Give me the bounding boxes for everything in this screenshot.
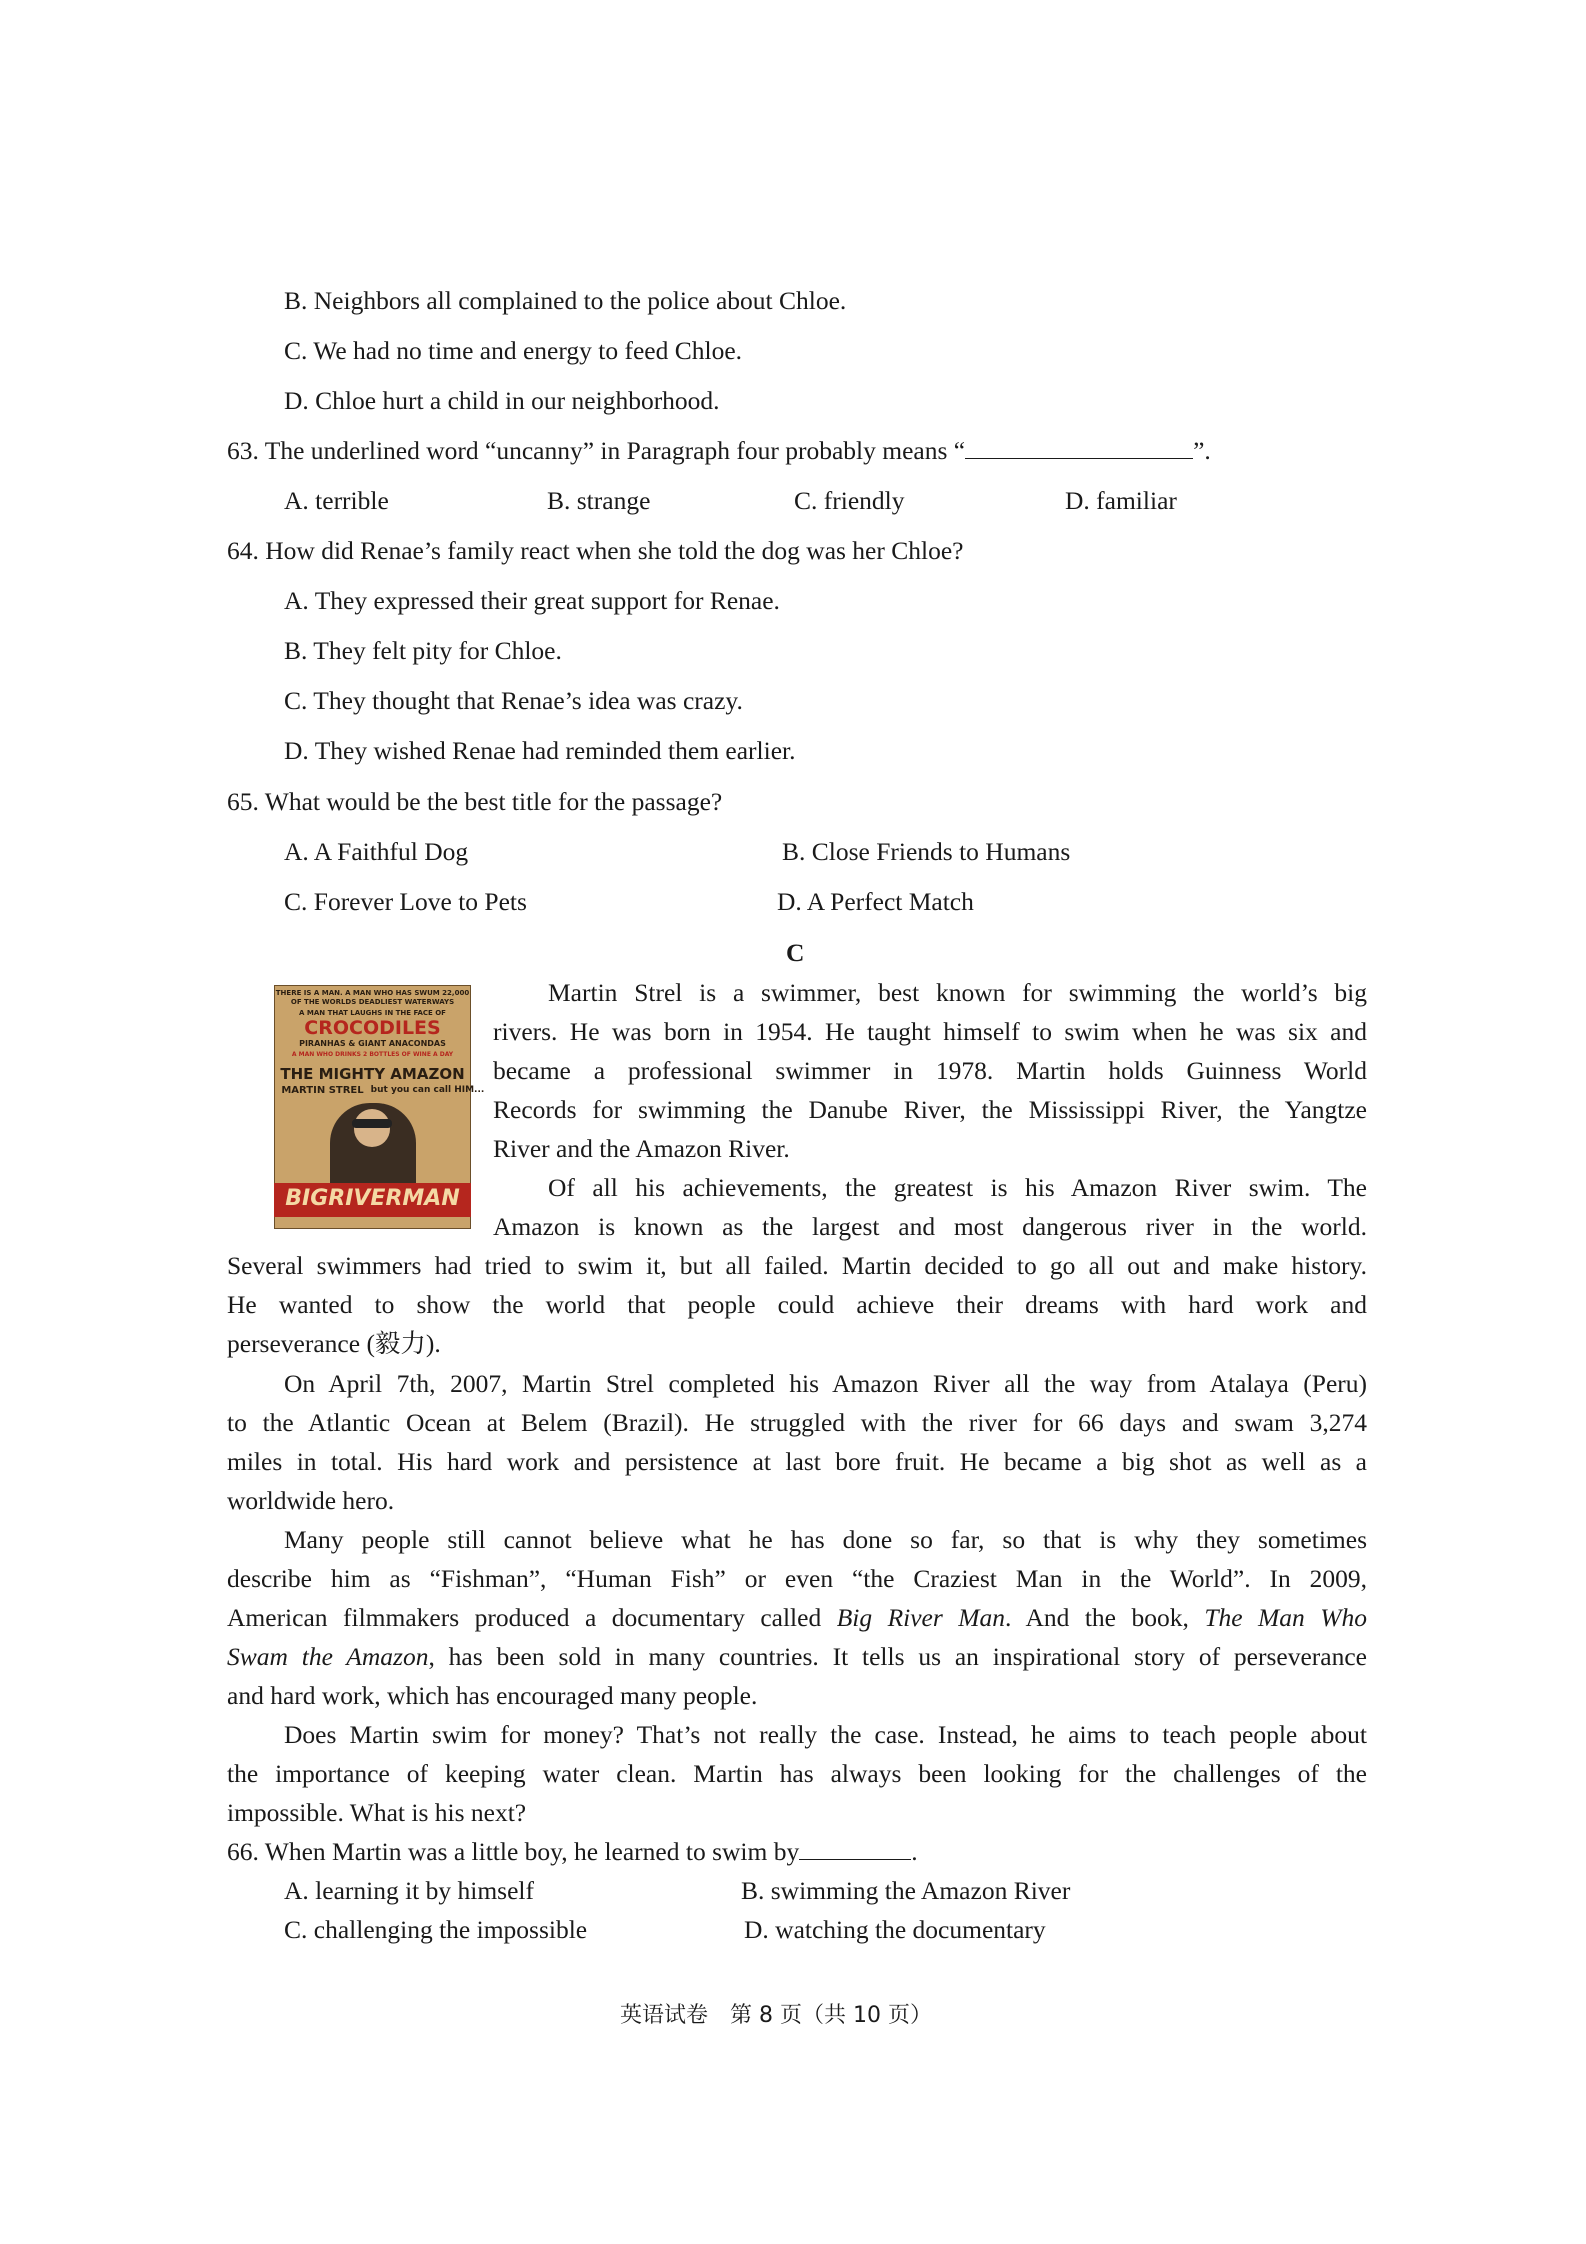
p4-line-2: describe him as “Fishman”, “Human Fish” or even “the Craziest Man in the World”. In 2009, [227, 1564, 1367, 1593]
poster-line-2: OF THE WORLDS DEADLIEST WATERWAYS [290, 998, 455, 1006]
q63-stem-end: ”. [1193, 436, 1211, 465]
book-title-part-2: Swam the Amazon [227, 1642, 429, 1671]
p2-line-5: perseverance (毅力). [227, 1329, 441, 1358]
poster-line-4: CROCODILES [304, 1017, 441, 1039]
poster-line-6: A MAN WHO DRINKS 2 BOTTLES OF WINE A DAY [291, 1051, 454, 1058]
p5-line-3: impossible. What is his next? [227, 1798, 527, 1827]
page-footer: 英语试卷 第 8 页（共 10 页） [620, 2003, 932, 2028]
p4-line-1: Many people still cannot believe what he has done so far, so that is why they sometimes [284, 1525, 1367, 1554]
section-heading: C [786, 938, 805, 967]
p4-line-4-text: , has been sold in many countries. It tells us an inspirational story of perseverance [428, 1642, 1368, 1671]
poster-line-9: but you can call HIM... [370, 1085, 485, 1095]
q63-option-b: B. strange [547, 486, 651, 515]
q62-option-c: C. We had no time and energy to feed Chloe. [284, 336, 743, 365]
p2-line-4: He wanted to show the world that people could achieve their dreams with hard work and [227, 1290, 1367, 1319]
q66-stem-end: . [911, 1837, 918, 1866]
poster-line-8: MARTIN STREL [281, 1085, 364, 1096]
swimmer-face [354, 1109, 390, 1147]
poster-line-3: A MAN THAT LAUGHS IN THE FACE OF [299, 1009, 446, 1017]
p1-line-2: rivers. He was born in 1954. He taught himself to swim when he was six and [493, 1017, 1367, 1046]
q66-stem-text: 66. When Martin was a little boy, he learned to swim by [227, 1837, 800, 1866]
q64-option-b: B. They felt pity for Chloe. [284, 636, 562, 665]
goggles-icon [352, 1119, 392, 1128]
p1-line-1: Martin Strel is a swimmer, best known for swimming the world’s big [548, 978, 1367, 1007]
q66-stem [227, 1834, 918, 1870]
q63-option-d: D. familiar [1065, 486, 1177, 515]
q65-option-b: B. Close Friends to Humans [782, 837, 1071, 866]
q64-option-d: D. They wished Renae had reminded them earlier. [284, 736, 796, 765]
q65-stem: 65. What would be the best title for the passage? [227, 787, 723, 816]
q65-option-c: C. Forever Love to Pets [284, 887, 527, 916]
film-title: Big River Man [836, 1603, 1006, 1632]
q66-option-d: D. watching the documentary [744, 1915, 1046, 1944]
p5-line-2: the importance of keeping water clean. Martin has always been looking for the challenges of the [227, 1759, 1367, 1788]
q62-option-b: B. Neighbors all complained to the police about Chloe. [284, 286, 847, 315]
p3-line-3: miles in total. His hard work and persistence at last bore fruit. He became a big shot as well as a [227, 1447, 1367, 1476]
q64-option-a: A. They expressed their great support for Renae. [284, 586, 780, 615]
p3-line-2: to the Atlantic Ocean at Belem (Brazil). He struggled with the river for 66 days and swam 3,274 [227, 1408, 1367, 1437]
p3-line-4: worldwide hero. [227, 1486, 395, 1515]
big-river-man-poster-image [274, 985, 485, 1229]
q63-option-c: C. friendly [794, 486, 905, 515]
p1-line-3: became a professional swimmer in 1978. Martin holds Guinness World [493, 1056, 1367, 1085]
p2-line-3: Several swimmers had tried to swim it, but all failed. Martin decided to go all out and make history. [227, 1251, 1367, 1280]
q65-option-a: A. A Faithful Dog [284, 837, 469, 866]
q64-stem: 64. How did Renae’s family react when she told the dog was her Chloe? [227, 536, 964, 565]
p5-line-1: Does Martin swim for money? That’s not really the case. Instead, he aims to teach people about [284, 1720, 1367, 1749]
q66-option-c: C. challenging the impossible [284, 1915, 588, 1944]
q65-option-d: D. A Perfect Match [777, 887, 974, 916]
poster-line-1: THERE IS A MAN. A MAN WHO HAS SWUM 22,000 [275, 989, 470, 997]
p3-line-1: On April 7th, 2007, Martin Strel completed his Amazon River all the way from Atalaya (Peru) [284, 1369, 1367, 1398]
p4-line-5: and hard work, which has encouraged many people. [227, 1681, 758, 1710]
q63-option-a: A. terrible [284, 486, 389, 515]
q63-stem [227, 433, 1211, 469]
p4-line-3-text-b: . And the book, [1005, 1603, 1205, 1632]
p4-line-3-text-a: American filmmakers produced a documentary called [227, 1603, 837, 1632]
p1-line-4: Records for swimming the Danube River, the Mississippi River, the Yangtze [493, 1095, 1367, 1124]
answer-blank [799, 1839, 911, 1860]
p4-line-3 [227, 1600, 1367, 1636]
q63-stem-text: 63. The underlined word “uncanny” in Paragraph four probably means “ [227, 436, 966, 465]
p2-line-1: Of all his achievements, the greatest is his Amazon River swim. The [548, 1173, 1367, 1202]
q64-option-c: C. They thought that Renae’s idea was crazy. [284, 686, 743, 715]
poster-title: BIGRIVERMAN [285, 1186, 460, 1211]
q66-option-b: B. swimming the Amazon River [741, 1876, 1071, 1905]
book-title-part-1: The Man Who [1204, 1603, 1368, 1632]
p2-line-2: Amazon is known as the largest and most dangerous river in the world. [493, 1212, 1367, 1241]
answer-blank [965, 438, 1193, 459]
poster-line-5: PIRANHAS & GIANT ANACONDAS [299, 1039, 446, 1048]
q62-option-d: D. Chloe hurt a child in our neighborhood. [284, 386, 720, 415]
p4-line-4 [227, 1639, 1367, 1675]
poster-line-7: THE MIGHTY AMAZON [280, 1065, 465, 1083]
p1-line-5: River and the Amazon River. [493, 1134, 790, 1163]
q66-option-a: A. learning it by himself [284, 1876, 534, 1905]
